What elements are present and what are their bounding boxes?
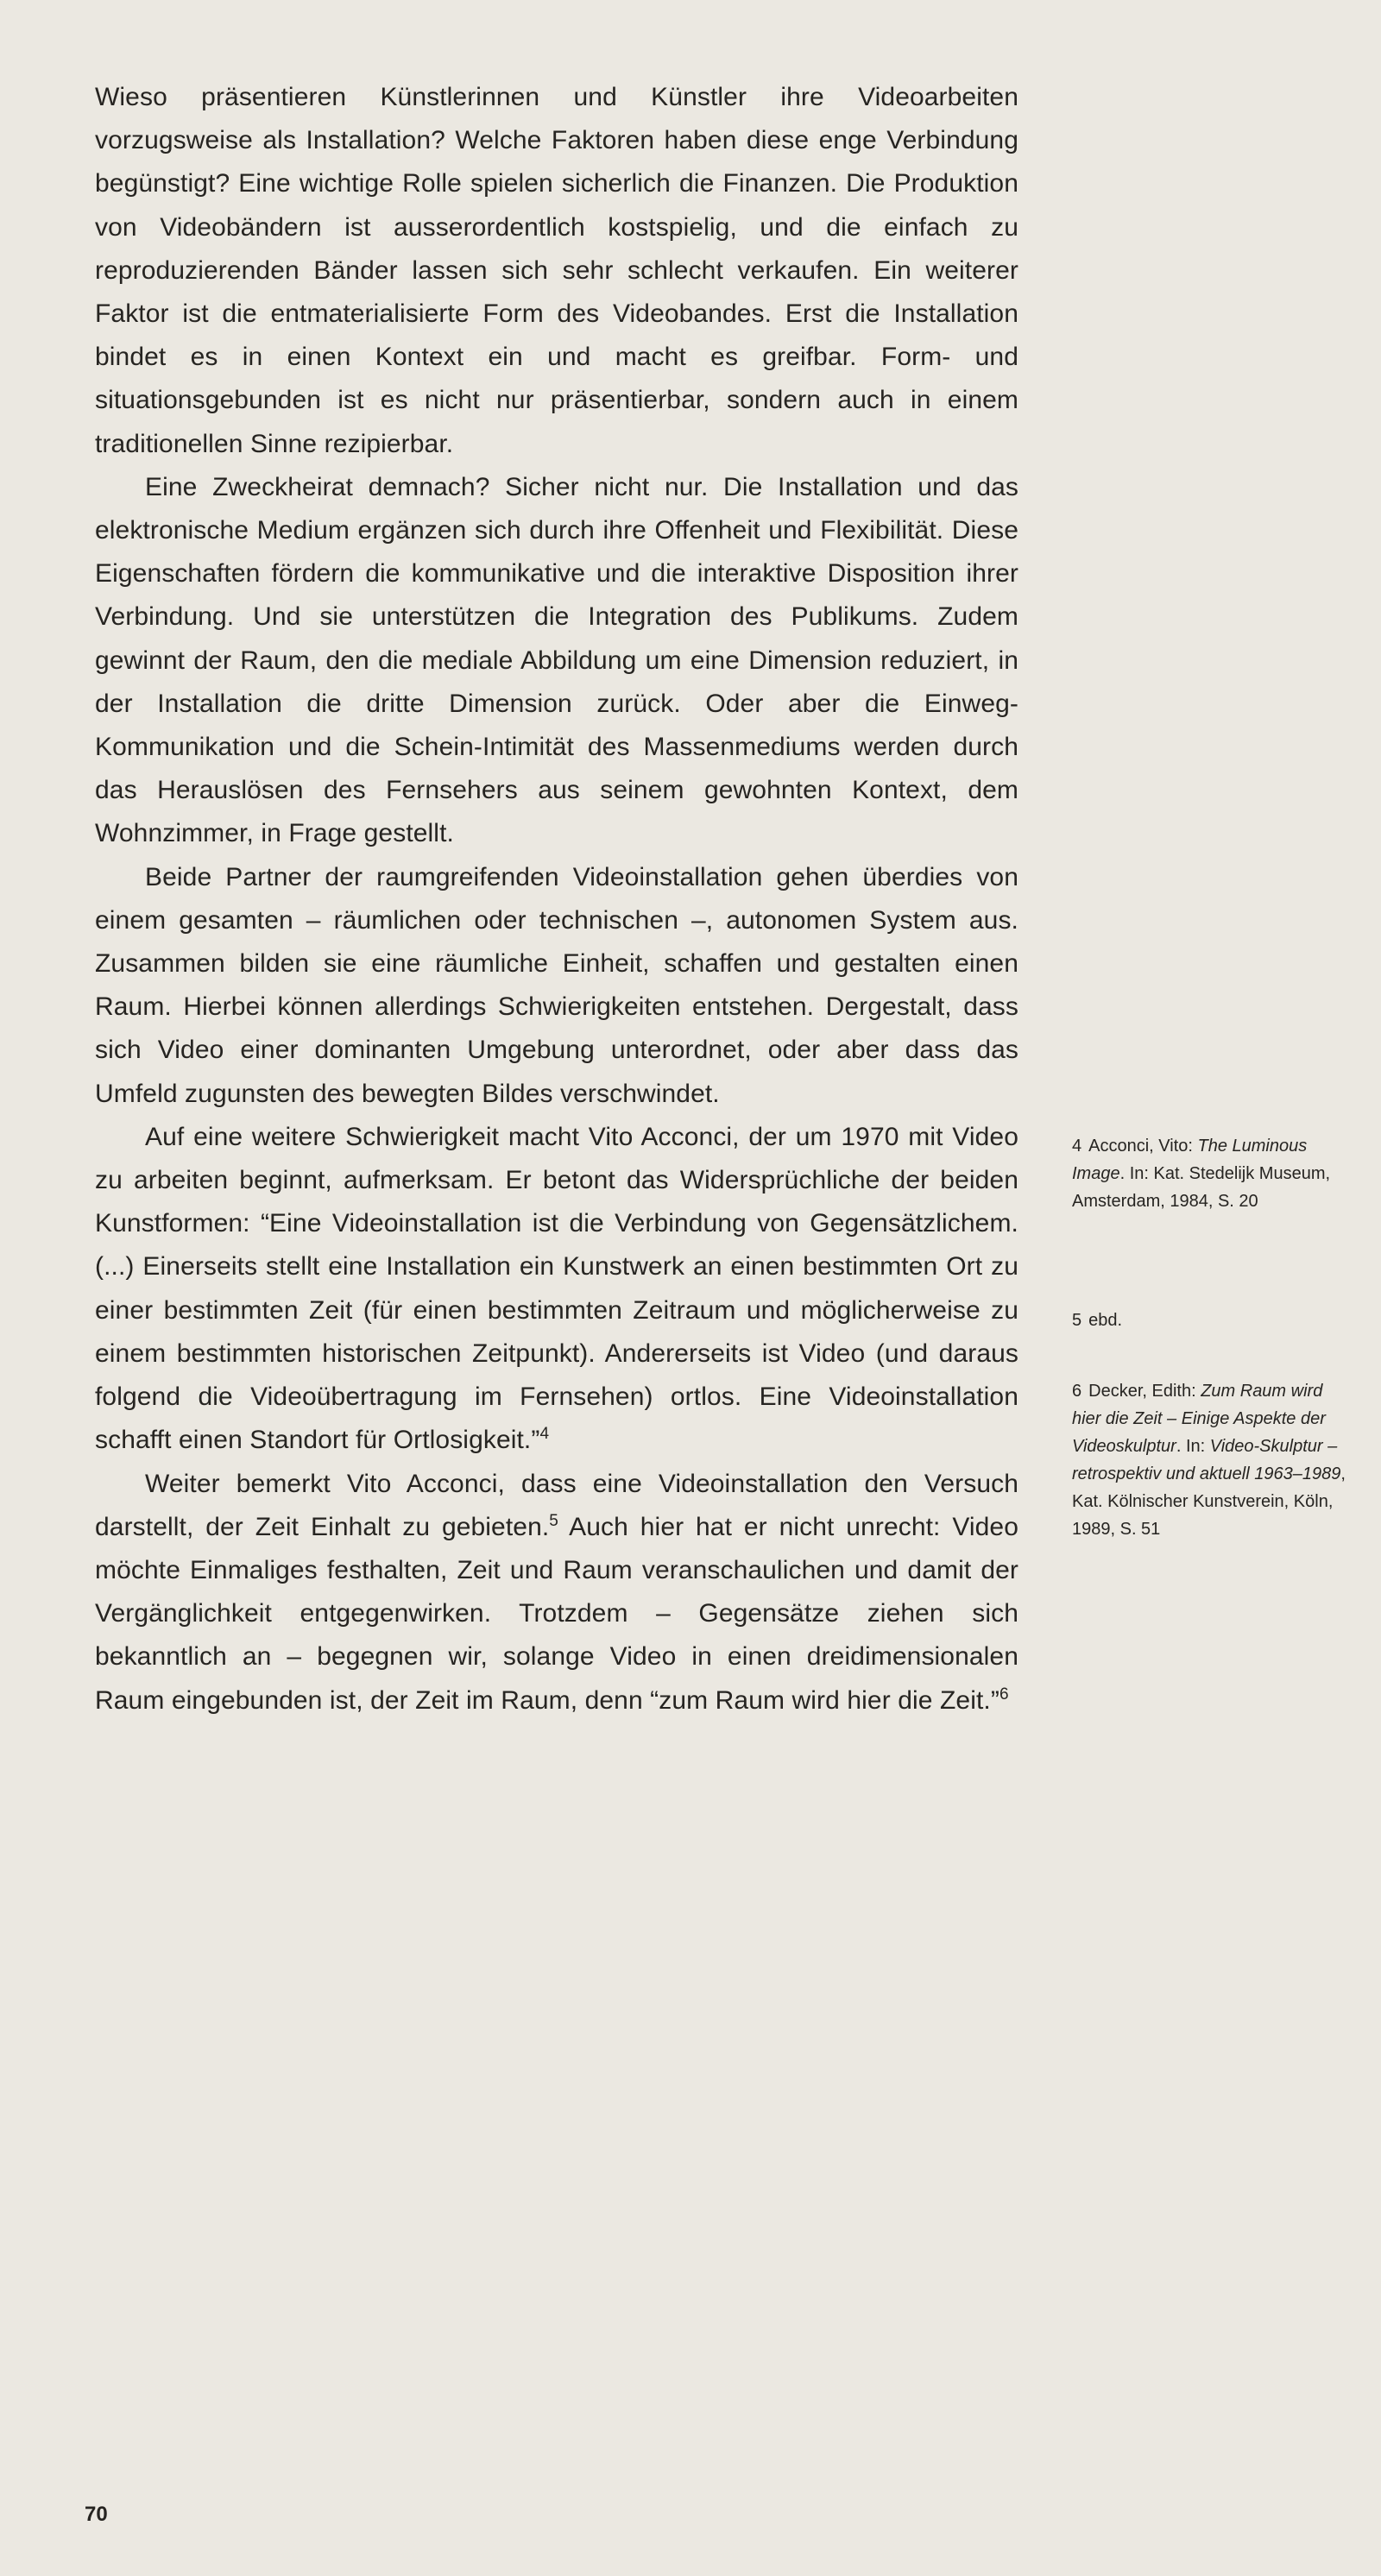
paragraph-4 (95, 1116, 1018, 1463)
footnote-text: ebd. (1088, 1311, 1123, 1330)
footnote-text: Decker, Edith: (1088, 1382, 1201, 1401)
footnote-ref-5: 5 (549, 1511, 558, 1530)
paragraph-5 (95, 1463, 1018, 1723)
paragraph-1: Wieso präsentieren Künstlerinnen und Künstler ihre Videoarbeiten vorzugsweise als Installation? Welche Faktoren haben diese enge Verbindung begünstigt? Eine wichtige Rolle spielen sicherlich die Finanzen. Die Produktion von Videobändern ist ausserordentlich kostspielig, und die einfach zu reproduzierenden Bänder lassen sich sehr schlecht verkaufen. Ein weiterer Faktor ist die entmaterialisierte Form des Videobandes. Erst die Installation bindet es in einen Kontext ein und macht es greifbar. Form- und situationsgebunden ist es nicht nur präsentierbar, sondern auch in einem traditionellen Sinne rezipierbar. (95, 83, 1018, 458)
footnote-text: . In: (1176, 1437, 1210, 1456)
footnote-number: 5 (1072, 1311, 1082, 1330)
footnote-title: Zum Raum wird hier die Zeit – Einige Aspekte der Videoskulptur (1072, 1382, 1326, 1456)
footnote-5 (1072, 1307, 1353, 1334)
footnote-ref-4: 4 (539, 1425, 550, 1444)
footnote-6 (1072, 1377, 1353, 1543)
main-text-column (95, 76, 1018, 1723)
paragraph-5-text-a: Weiter bemerkt Vito Acconci, dass eine Videoinstallation den Versuch darstellt, der Zeit Einhalt zu gebieten. (95, 1469, 1018, 1541)
paragraph-5-text-b: Auch hier hat er nicht unrecht: Video möchte Einmaliges festhalten, Zeit und Raum veranschaulichen und damit der Vergänglichkeit entgegenwirken. Trotzdem – Gegensätze ziehen sich bekanntlich an – begegnen wir, solange Video in einen dreidimensionalen Raum eingebunden ist, der Zeit im Raum, denn “zum Raum wird hier die Zeit.” (95, 1512, 1019, 1715)
footnote-text: . In: Kat. Stedelijk Museum, Amsterdam, 1984, S. 20 (1072, 1164, 1331, 1211)
footnote-number: 6 (1072, 1382, 1082, 1401)
paragraph-4-text: Auf eine weitere Schwierigkeit macht Vito Acconci, der um 1970 mit Video zu arbeiten beginnt, aufmerksam. Er betont das Widersprüchliche der beiden Kunstformen: “Eine Videoinstallation ist die Verbindung von Gegensätzlichem. (...) Einerseits stellt eine Installation ein Kunstwerk an einen bestimmten Ort zu einer bestimmten Zeit (für einen bestimmten Zeitraum und möglicherweise zu einem bestimmten historischen Zeitpunkt). Andererseits ist Video (und daraus folgend die Videoübertragung im Fernsehen) ortlos. Eine Videoinstallation schafft einen Standort für Ortlosigkeit.” (95, 1122, 1018, 1455)
footnote-text: , Kat. Kölnischer Kunstverein, Köln, 1989, S. 51 (1072, 1464, 1346, 1539)
footnote-title: Video-Skulptur – retrospektiv und aktuell 1963–1989 (1072, 1437, 1341, 1483)
paragraph-3: Beide Partner der raumgreifenden Videoinstallation gehen überdies von einem gesamten – räumlichen oder technischen –, autonomen System aus. Zusammen bilden sie eine räumliche Einheit, schaffen und gestalten einen Raum. Hierbei können allerdings Schwierigkeiten entstehen. Dergestalt, dass sich Video einer dominanten Umgebung unterordnet, oder aber dass das Umfeld zugunsten des bewegten Bildes verschwindet. (95, 862, 1018, 1108)
footnote-text: Acconci, Vito: (1088, 1137, 1198, 1156)
paragraph-2: Eine Zweckheirat demnach? Sicher nicht nur. Die Installation und das elektronische Medium ergänzen sich durch ihre Offenheit und Flexibilität. Diese Eigenschaften fördern die kommunikative und die interaktive Disposition ihrer Verbindung. Und sie unterstützen die Integration des Publikums. Zudem gewinnt der Raum, den die mediale Abbildung um eine Dimension reduziert, in der Installation die dritte Dimension zurück. Oder aber die Einweg-Kommunikation und die Schein-Intimität des Massenmediums werden durch das Herauslösen des Fernsehers aus seinem gewohnten Kontext, dem Wohnzimmer, in Frage gestellt. (95, 472, 1018, 848)
footnote-ref-6: 6 (999, 1685, 1009, 1704)
footnote-4 (1072, 1132, 1353, 1215)
footnote-number: 4 (1072, 1137, 1082, 1156)
page-number: 70 (85, 2503, 108, 2526)
footnote-title: The Luminous Image (1072, 1137, 1308, 1183)
